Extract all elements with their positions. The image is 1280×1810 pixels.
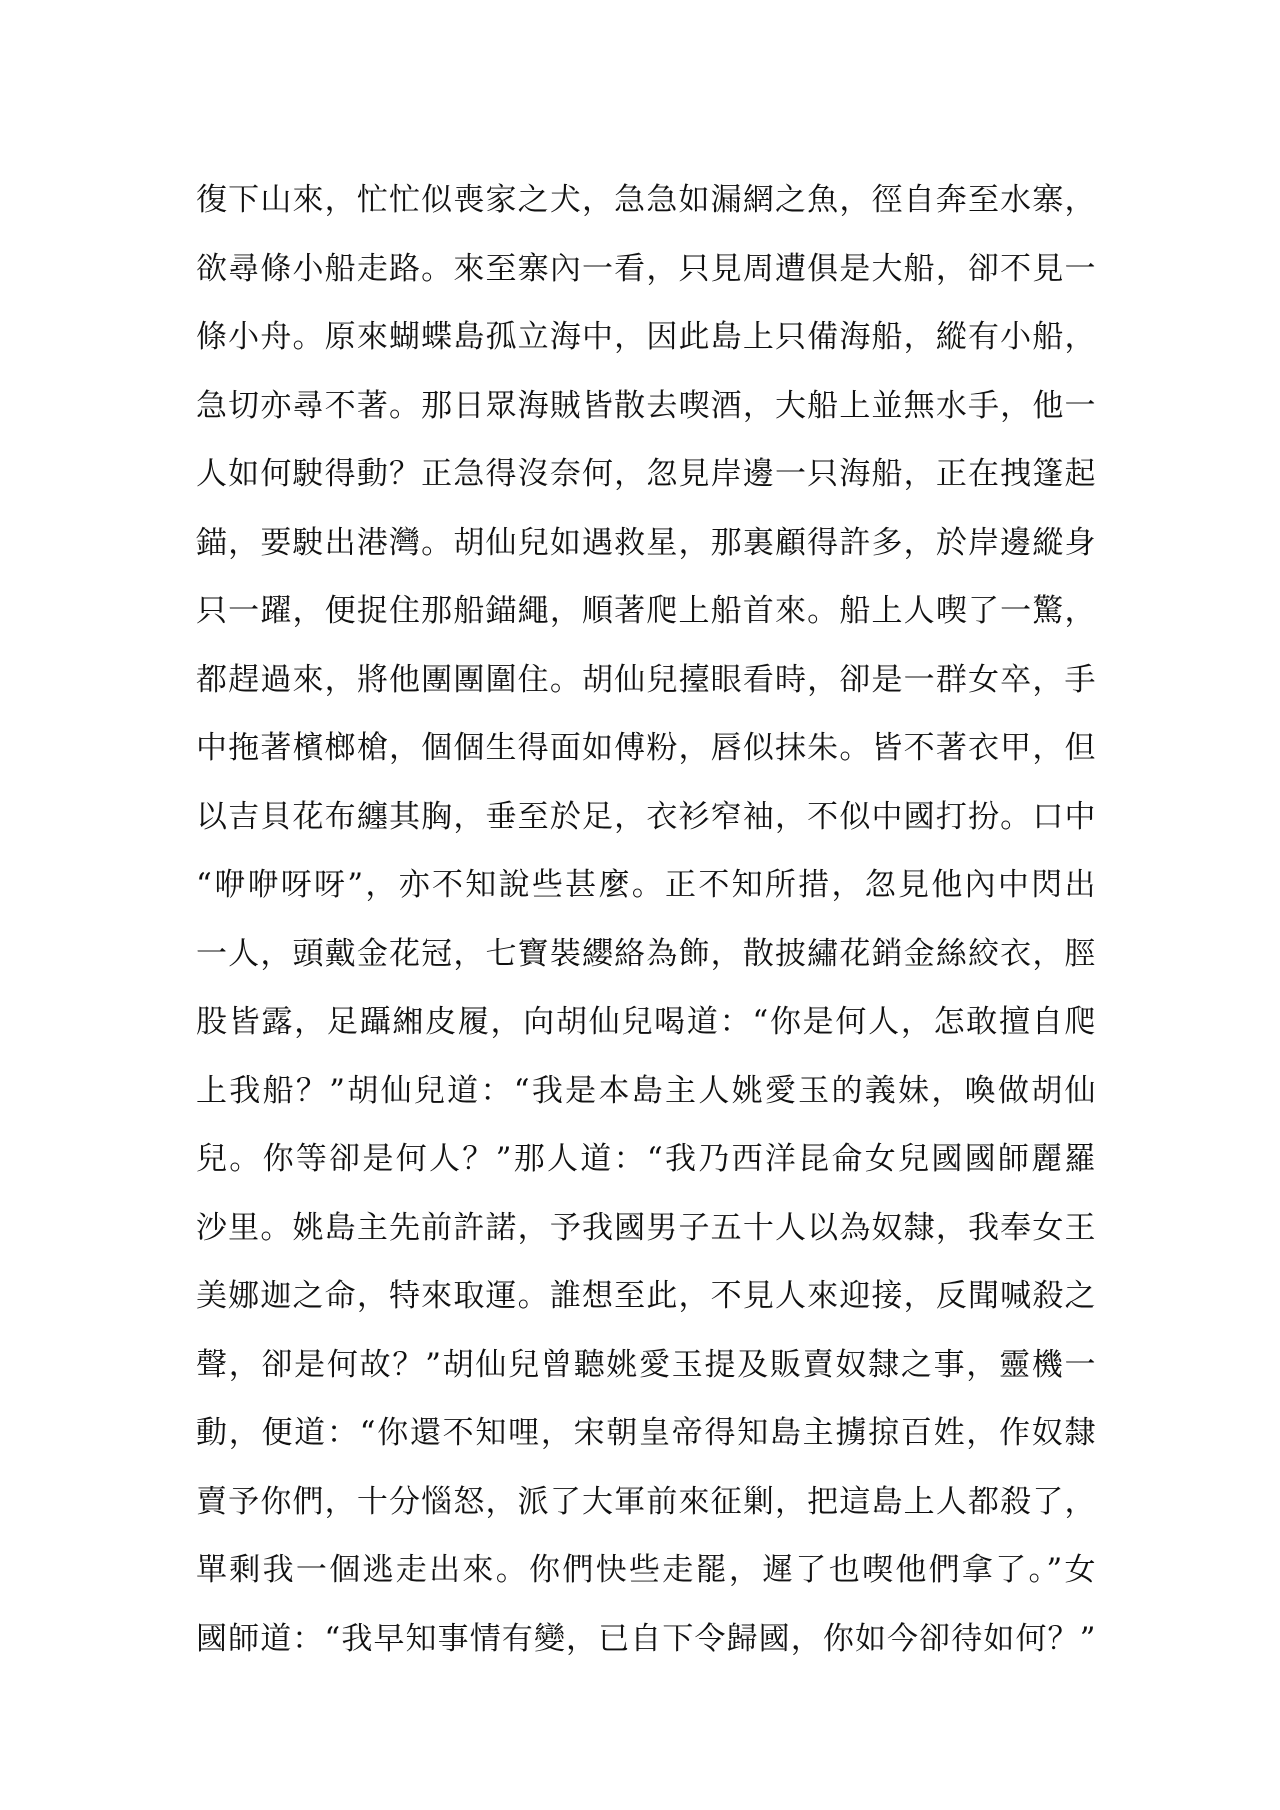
text-line: 錨，要駛出港灣。胡仙兒如遇救星，那裏顧得許多，於岸邊縱身 bbox=[196, 524, 1096, 561]
text-line: 復下山來，忙忙似喪家之犬，急急如漏網之魚，徑自奔至水寨， bbox=[196, 182, 1096, 218]
text-line: 兒。你等卻是何人？”那人道：“我乃西洋昆侖女兒國國師麗羅 bbox=[196, 1141, 1096, 1177]
text-line: “咿咿呀呀”，亦不知說些甚麼。正不知所措，忽見他內中閃出 bbox=[196, 867, 1096, 903]
text-line: 急切亦尋不著。那日眾海賊皆散去喫酒，大船上並無水手，他一 bbox=[196, 387, 1096, 424]
text-line: 動，便道：“你還不知哩，宋朝皇帝得知島主擄掠百姓，作奴隸 bbox=[196, 1415, 1096, 1451]
text-line: 股皆露，足躡緗皮履，向胡仙兒喝道：“你是何人，怎敢擅自爬 bbox=[196, 1004, 1096, 1040]
body-text bbox=[196, 166, 1096, 1673]
text-line: 國師道：“我早知事情有變，已自下令歸國，你如今卻待如何？” bbox=[196, 1620, 1096, 1657]
text-line: 人如何駛得動？正急得沒奈何，忽見岸邊一只海船，正在拽篷起 bbox=[196, 456, 1096, 492]
text-line: 上我船？”胡仙兒道：“我是本島主人姚愛玉的義妹，喚做胡仙 bbox=[196, 1072, 1096, 1109]
text-line: 都趕過來，將他團團圍住。胡仙兒擡眼看時，卻是一群女卒，手 bbox=[196, 661, 1096, 698]
text-line: 賣予你們，十分惱怒，派了大軍前來征剿，把這島上人都殺了， bbox=[196, 1483, 1096, 1520]
text-line: 欲尋條小船走路。來至寨內一看，只見周遭俱是大船，卻不見一 bbox=[196, 250, 1096, 287]
text-line: 以吉貝花布纏其胸，垂至於足，衣衫窄袖，不似中國打扮。口中 bbox=[196, 798, 1096, 835]
text-line: 中拖著檳榔槍，個個生得面如傅粉，唇似抹朱。皆不著衣甲，但 bbox=[196, 730, 1096, 766]
text-line: 美娜迦之命，特來取運。誰想至此，不見人來迎接，反聞喊殺之 bbox=[196, 1278, 1096, 1314]
text-line: 一人，頭戴金花冠，七寶裝纓絡為飾，散披繡花銷金絲絞衣，脛 bbox=[196, 935, 1096, 972]
text-line: 只一躍，便捉住那船錨繩，順著爬上船首來。船上人喫了一驚， bbox=[196, 593, 1096, 629]
text-line: 單剩我一個逃走出來。你們快些走罷，遲了也喫他們拿了。”女 bbox=[196, 1552, 1096, 1588]
text-line: 沙里。姚島主先前許諾，予我國男子五十人以為奴隸，我奉女王 bbox=[196, 1209, 1096, 1246]
text-line: 聲，卻是何故？”胡仙兒曾聽姚愛玉提及販賣奴隸之事，靈機一 bbox=[196, 1346, 1096, 1383]
text-line: 條小舟。原來蝴蝶島孤立海中，因此島上只備海船，縱有小船， bbox=[196, 319, 1096, 355]
